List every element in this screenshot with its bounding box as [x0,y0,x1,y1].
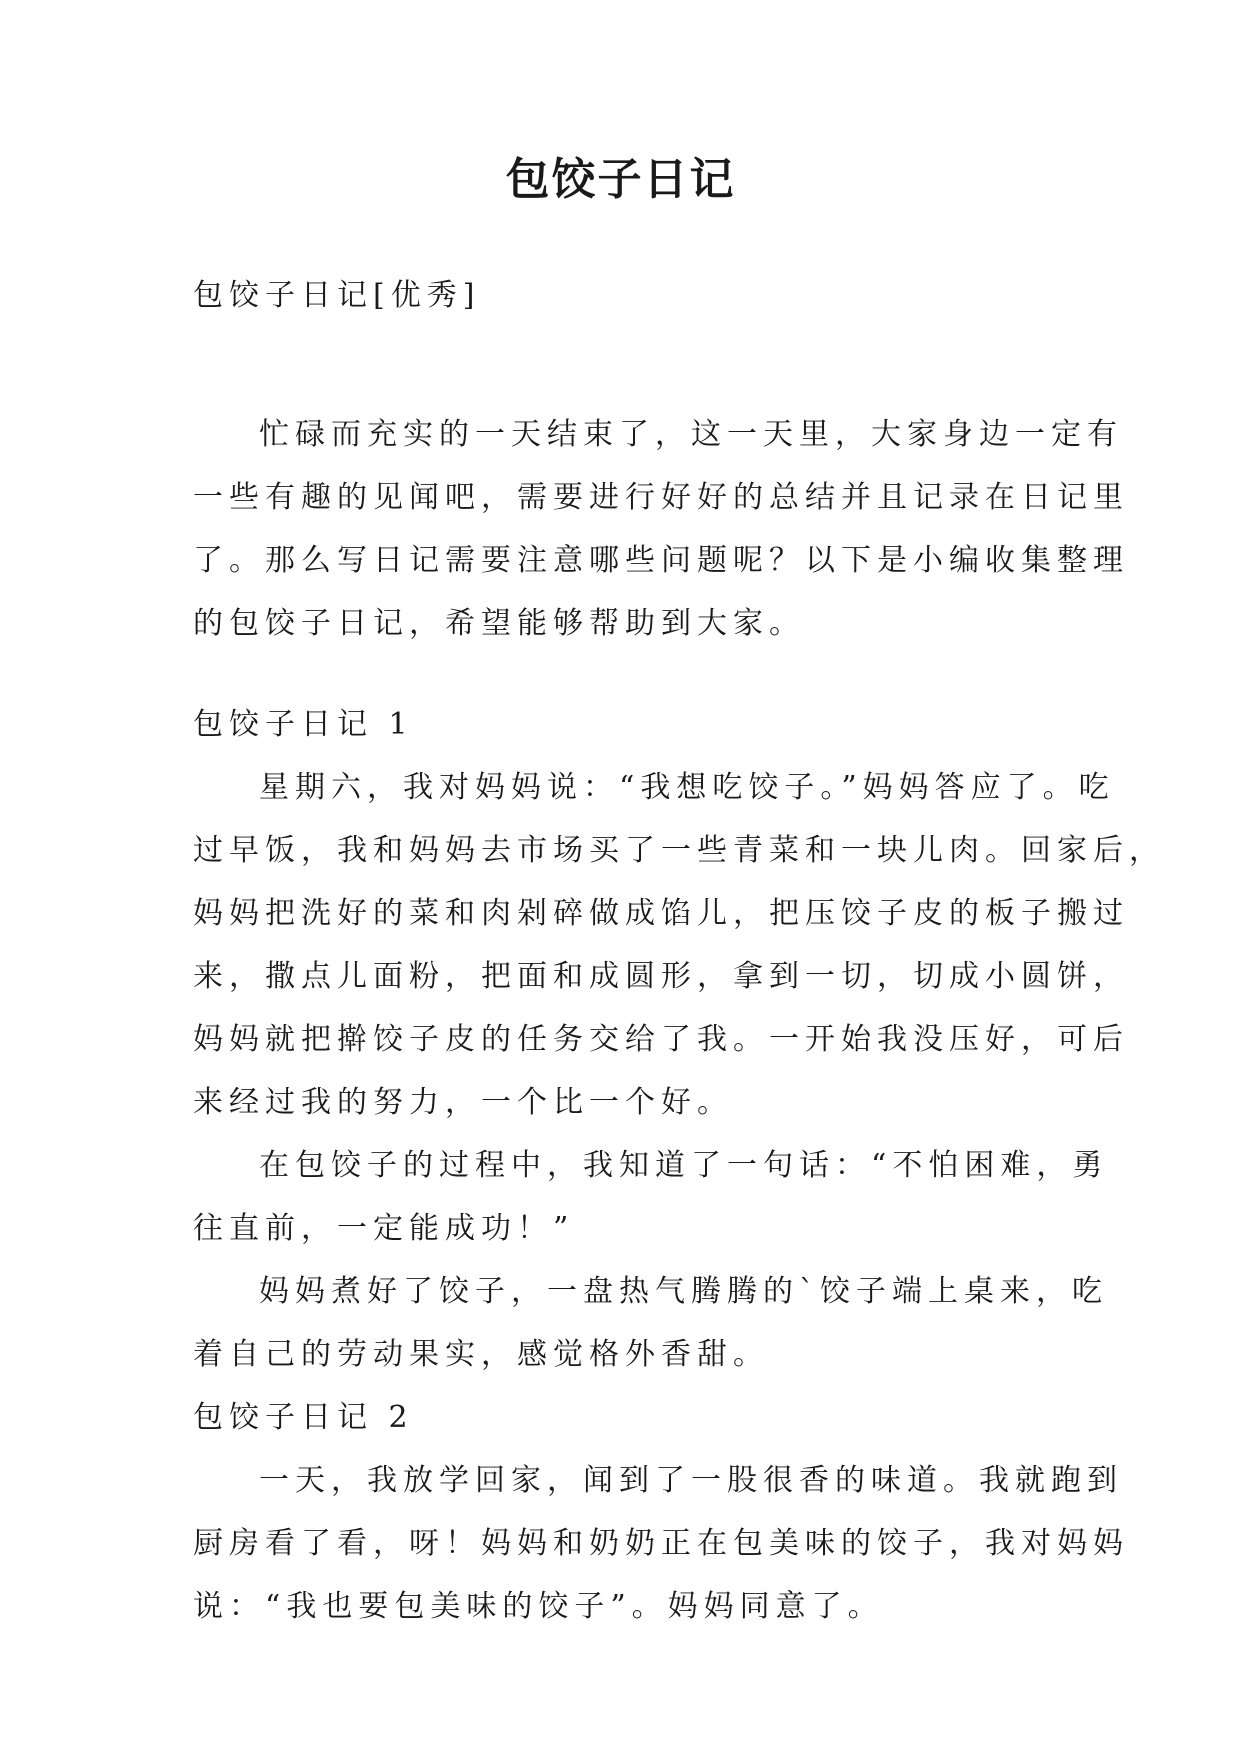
subtitle-line: 包饺子日记[优秀] [193,278,481,313]
diary-2-paragraph-1 [193,1449,1129,1638]
paragraph-line: 过早饭，我和妈妈去市场买了一些青菜和一块儿肉。回家后， [193,833,1165,868]
paragraph-line: 妈妈把洗好的菜和肉剁碎做成馅儿，把压饺子皮的板子搬过 [193,896,1129,931]
paragraph-line: 在包饺子的过程中，我知道了一句话：“不怕困难，勇 [259,1148,1109,1183]
intro-line: 一些有趣的见闻吧，需要进行好好的总结并且记录在日记里 [193,480,1129,515]
diary-1-paragraph-2 [193,1134,1109,1260]
diary-1-paragraph-3 [193,1260,1108,1386]
intro-line: 忙碌而充实的一天结束了，这一天里，大家身边一定有 [259,417,1123,452]
paragraph-line: 星期六，我对妈妈说：“我想吃饺子。”妈妈答应了。吃 [259,770,1115,805]
paragraph-line: 说：“我也要包美味的饺子”。妈妈同意了。 [193,1589,884,1624]
document-title: 包饺子日记 [505,154,736,205]
diary-1-paragraph-1 [193,756,1165,1134]
intro-paragraph [193,403,1129,655]
diary-1-heading [193,693,1073,756]
paragraph-line: 着自己的劳动果实，感觉格外香甜。 [193,1337,769,1372]
paragraph-line: 厨房看了看，呀！妈妈和奶奶正在包美味的饺子，我对妈妈 [193,1526,1129,1561]
paragraph-line: 往直前，一定能成功！” [193,1211,575,1246]
heading-line: 包饺子日记 2 [193,1400,414,1435]
paragraph-line: 妈妈就把擀饺子皮的任务交给了我。一开始我没压好，可后 [193,1022,1129,1057]
diary-2-heading [193,1386,1073,1449]
paragraph-line: 来经过我的努力，一个比一个好。 [193,1085,733,1120]
intro-line: 了。那么写日记需要注意哪些问题呢？以下是小编收集整理 [193,543,1129,578]
heading-line: 包饺子日记 1 [193,707,414,742]
intro-line: 的包饺子日记，希望能够帮助到大家。 [193,606,805,641]
document-subtitle [193,264,1073,327]
paragraph-line: 妈妈煮好了饺子，一盘热气腾腾的`饺子端上桌来，吃 [259,1274,1108,1309]
paragraph-line: 一天，我放学回家，闻到了一股很香的味道。我就跑到 [259,1463,1123,1498]
paragraph-line: 来，撒点儿面粉，把面和成圆形，拿到一切，切成小圆饼， [193,959,1129,994]
